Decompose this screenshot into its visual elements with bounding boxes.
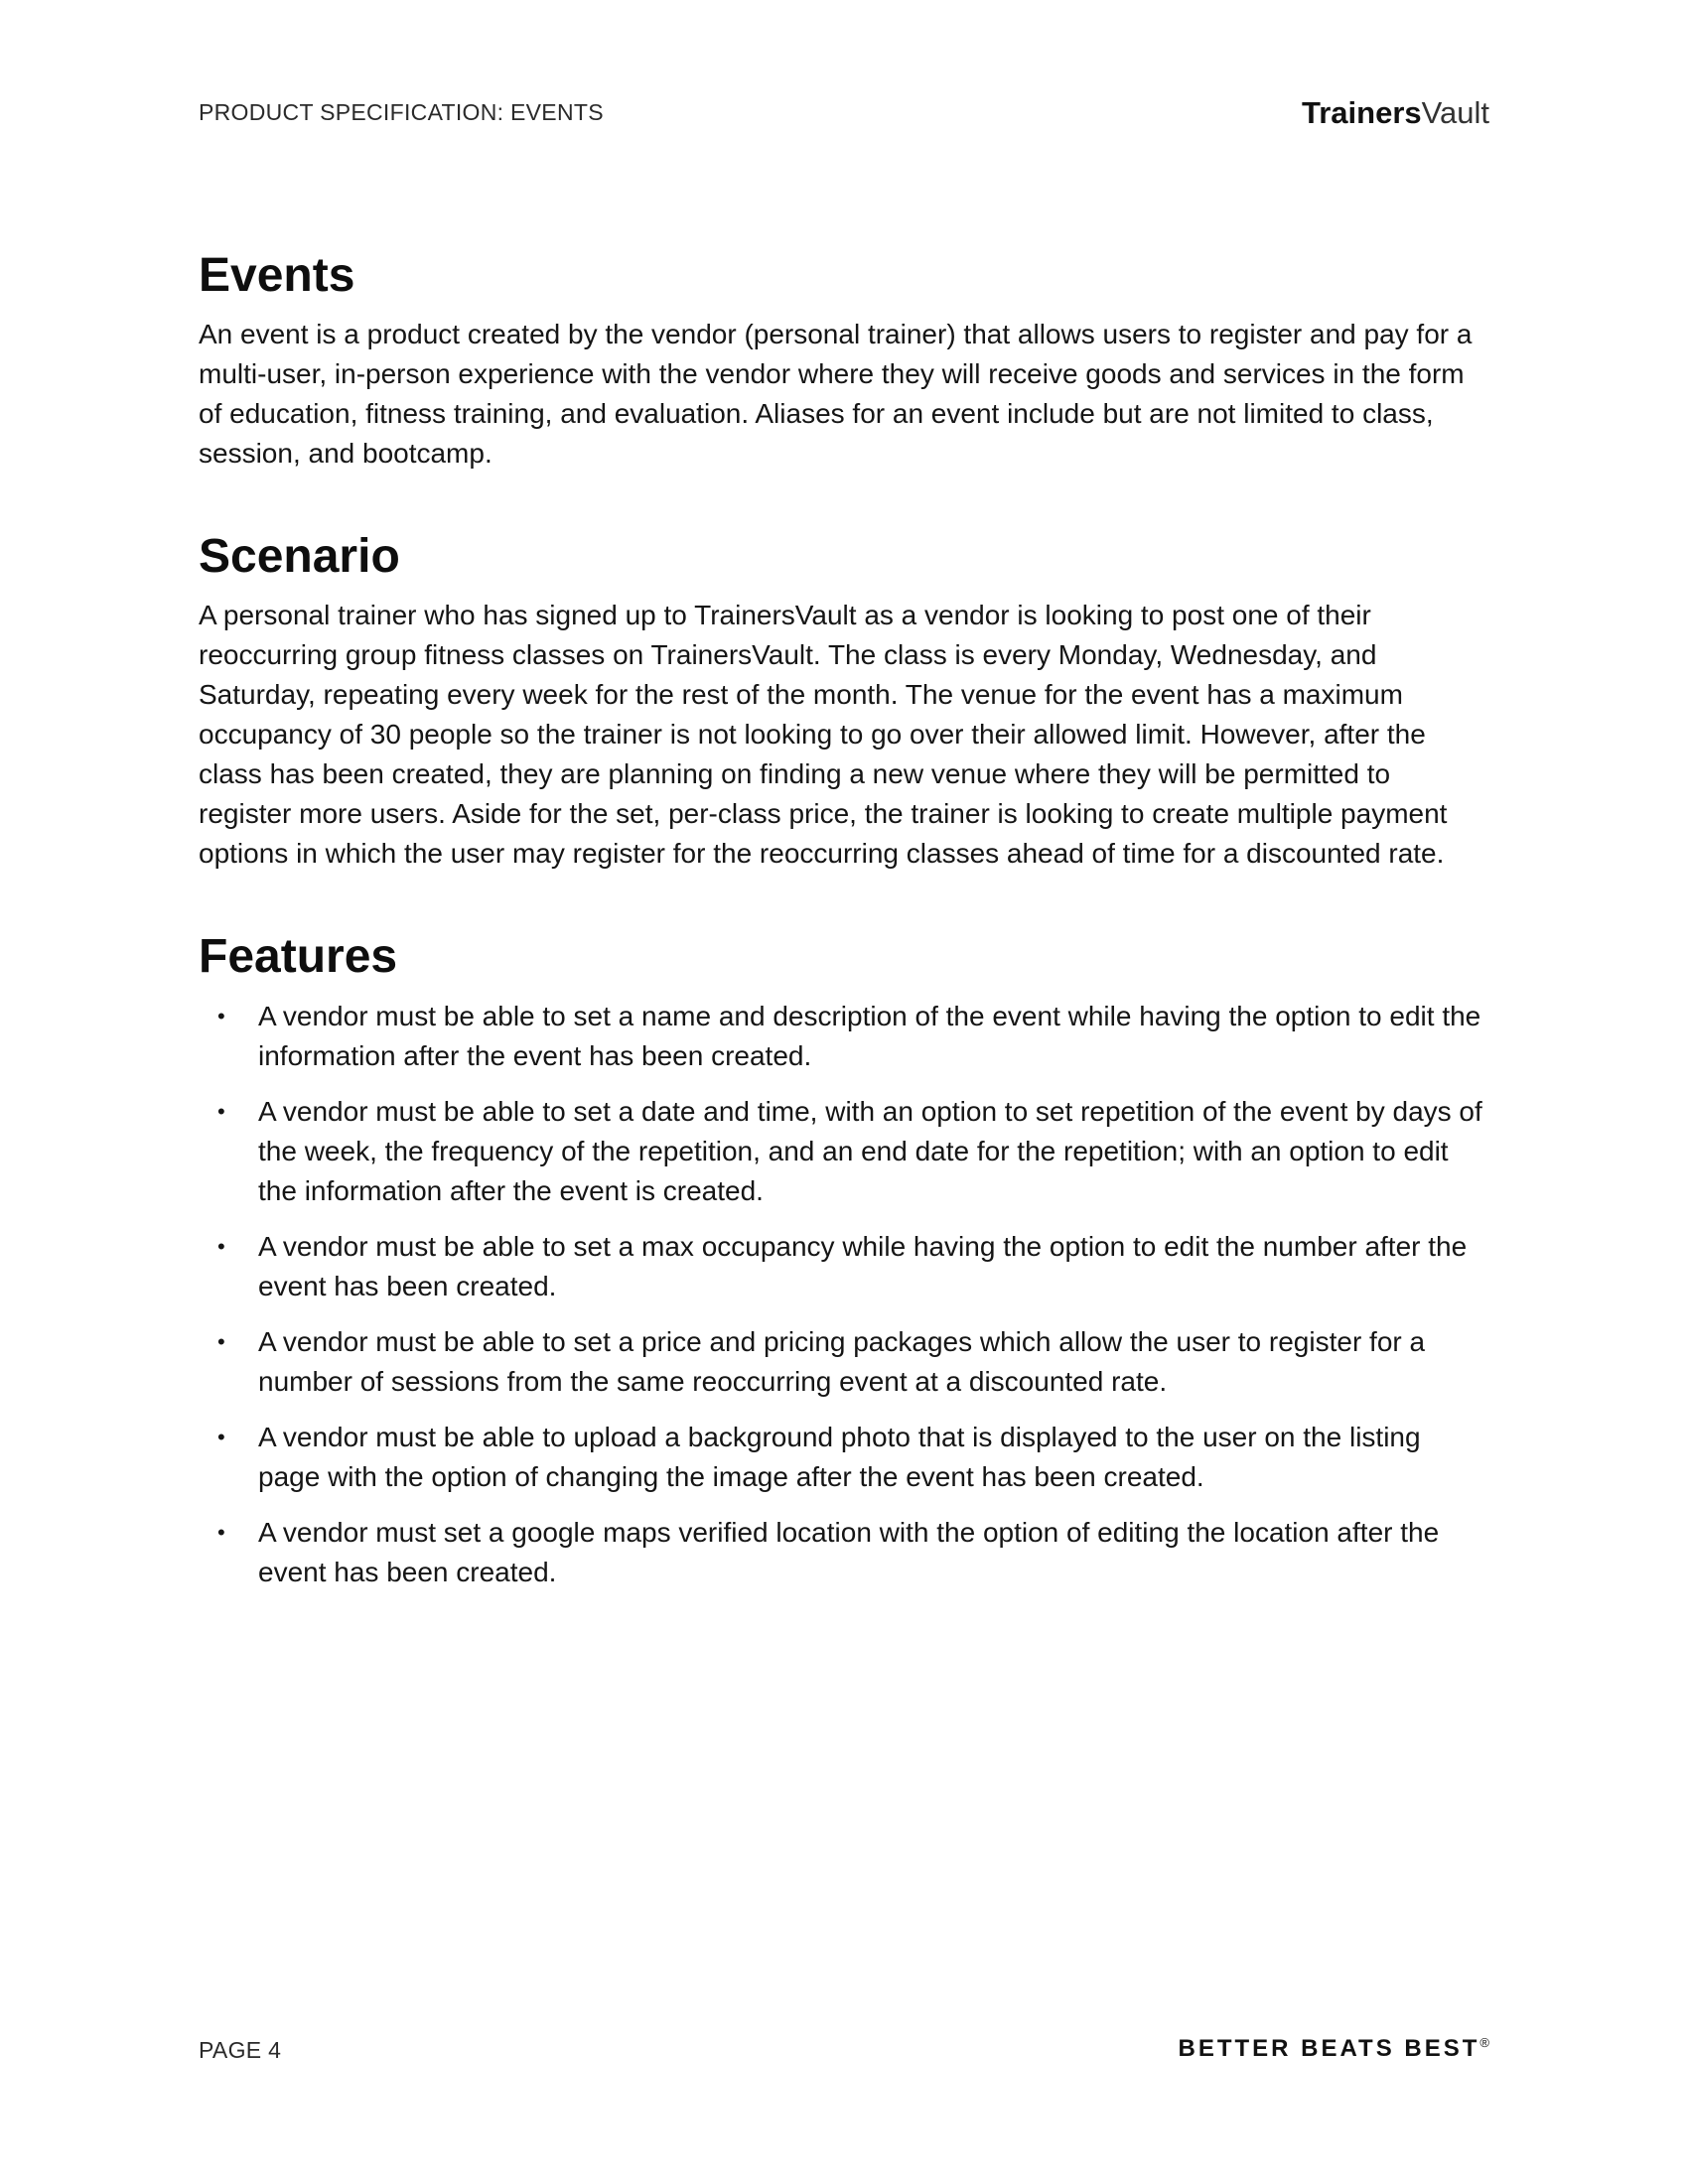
section-heading-scenario: Scenario xyxy=(199,530,400,584)
section-heading-events: Events xyxy=(199,249,355,302)
feature-item xyxy=(199,1227,1489,1306)
feature-item-text: A vendor must set a google maps verified location with the option of editing the location after the event has been created. xyxy=(258,1516,1440,1587)
registered-mark: ® xyxy=(1479,2035,1489,2050)
bullet-icon: • xyxy=(217,1233,225,1259)
feature-item xyxy=(199,1322,1489,1402)
bullet-icon: • xyxy=(217,1328,225,1354)
page-footer xyxy=(199,2033,1489,2073)
bullet-icon: • xyxy=(217,1424,225,1449)
page-content xyxy=(199,248,1489,1648)
feature-item-text: A vendor must be able to set a price and pricing packages which allow the user to register for a number of sessions from the same reoccurring event at a discounted rate. xyxy=(258,1325,1426,1397)
brand-logo xyxy=(1302,95,1489,131)
footer-tagline xyxy=(1179,2035,1490,2063)
page-header xyxy=(199,95,1489,145)
bullet-icon: • xyxy=(217,1003,225,1028)
feature-item xyxy=(199,997,1489,1076)
feature-item xyxy=(199,1092,1489,1211)
feature-item xyxy=(199,1513,1489,1592)
document-label: PRODUCT SPECIFICATION: EVENTS xyxy=(199,99,604,125)
bullet-icon: • xyxy=(217,1098,225,1124)
tagline-text: BETTER BEATS BEST xyxy=(1178,2035,1480,2062)
brand-name-light: Vault xyxy=(1421,95,1489,130)
section-features xyxy=(199,929,1489,1591)
feature-item-text: A vendor must be able to set a name and description of the event while having the option to edit the information after the event has been created. xyxy=(258,1000,1481,1071)
feature-item-text: A vendor must be able to set a date and time, with an option to set repetition of the event by days of the week, the frequency of the repetition, and an end date for the repetition; with an option to edit the information after the event is created. xyxy=(258,1095,1482,1206)
feature-item-text: A vendor must be able to upload a background photo that is displayed to the user on the listing page with the option of changing the image after the event has been created. xyxy=(258,1421,1421,1492)
bullet-icon: • xyxy=(217,1519,225,1545)
section-events xyxy=(199,248,1489,474)
feature-list xyxy=(199,997,1489,1592)
section-body-events: An event is a product created by the vendor (personal trainer) that allows users to register and pay for a multi-user, in-person experience with the vendor where they will receive goods and services in the form of education, fitness training, and evaluation. Aliases for an event include but are not limited to class, session, and bootcamp. xyxy=(199,319,1473,470)
page-number: PAGE 4 xyxy=(199,2037,282,2063)
section-scenario xyxy=(199,529,1489,874)
brand-name-bold: Trainers xyxy=(1302,95,1422,130)
section-heading-features: Features xyxy=(199,930,398,984)
feature-item-text: A vendor must be able to set a max occupancy while having the option to edit the number after the event has been created. xyxy=(258,1230,1468,1301)
feature-item xyxy=(199,1418,1489,1497)
section-body-scenario: A personal trainer who has signed up to TrainersVault as a vendor is looking to post one of their reoccurring group fitness classes on TrainersVault. The class is every Monday, Wednesday, and Saturday, repeating every week for the rest of the month. The venue for the event has a maximum occupancy of 30 people so the trainer is not looking to go over their allowed limit. However, after the class has been created, they are planning on finding a new venue where they will be permitted to register more users. Aside for the set, per-class price, the trainer is looking to create multiple payment options in which the user may register for the reoccurring classes ahead of time for a discounted rate. xyxy=(199,600,1448,870)
